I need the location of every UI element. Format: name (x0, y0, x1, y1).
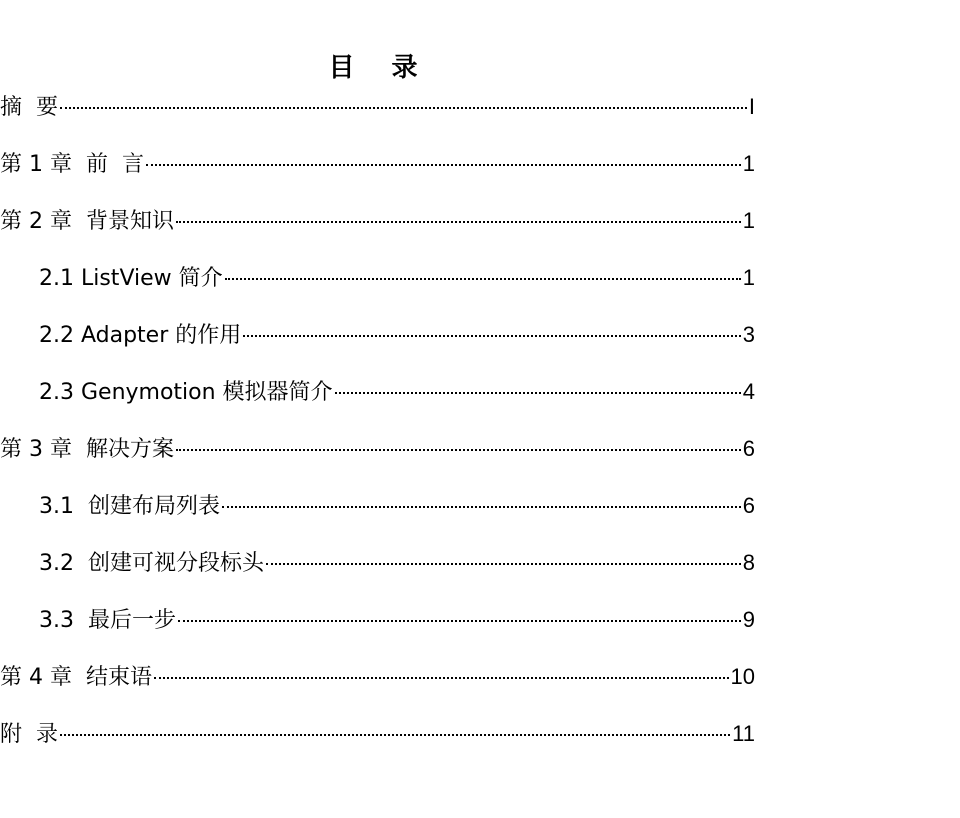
toc-entry-label: 摘 要 (0, 95, 58, 120)
toc-entry-appendix[interactable] (0, 719, 755, 776)
toc-entry-chapter-4[interactable] (0, 662, 755, 719)
toc-entry-page: 8 (742, 550, 755, 575)
toc-entry-page: 1 (742, 208, 755, 233)
toc-entry-label: 附 录 (0, 722, 58, 747)
toc-entry-label: 第 2 章 背景知识 (0, 209, 174, 234)
dot-leader (60, 107, 747, 109)
toc-entry-label: 第 1 章 前 言 (0, 152, 144, 177)
toc-entry-section-2-2[interactable] (0, 320, 755, 377)
toc-entry-label: 3.3 最后一步 (39, 608, 176, 633)
toc-entry-abstract[interactable] (0, 92, 755, 149)
toc-entry-label: 第 4 章 结束语 (0, 665, 152, 690)
toc-entry-page: 9 (742, 607, 755, 632)
toc-entry-label: 2.1 ListView 简介 (39, 266, 223, 291)
dot-leader (243, 335, 740, 337)
toc-entry-section-3-3[interactable] (0, 605, 755, 662)
toc-entry-page: 1 (742, 265, 755, 290)
toc-entry-section-3-1[interactable] (0, 491, 755, 548)
dot-leader (335, 392, 741, 394)
toc-entry-page: 1 (742, 151, 755, 176)
toc-entry-chapter-1[interactable] (0, 149, 755, 206)
dot-leader (60, 734, 730, 736)
toc-entry-page: 10 (730, 664, 755, 689)
table-of-contents (0, 92, 755, 776)
toc-entry-page: 6 (742, 436, 755, 461)
toc-entry-chapter-2[interactable] (0, 206, 755, 263)
toc-entry-label: 3.2 创建可视分段标头 (39, 551, 264, 576)
dot-leader (154, 677, 729, 679)
dot-leader (178, 620, 741, 622)
toc-entry-page: 3 (742, 322, 755, 347)
toc-entry-page: 11 (732, 721, 755, 746)
dot-leader (225, 278, 741, 280)
toc-entry-label: 3.1 创建布局列表 (39, 494, 220, 519)
page-title: 目 录 (328, 53, 432, 84)
dot-leader (176, 221, 741, 223)
dot-leader (176, 449, 741, 451)
dot-leader (222, 506, 741, 508)
toc-entry-section-3-2[interactable] (0, 548, 755, 605)
toc-entry-label: 2.3 Genymotion 模拟器简介 (39, 380, 333, 405)
toc-entry-page: 4 (742, 379, 755, 404)
dot-leader (146, 164, 741, 166)
toc-entry-page: 6 (742, 493, 755, 518)
toc-entry-label: 2.2 Adapter 的作用 (39, 323, 242, 348)
toc-entry-chapter-3[interactable] (0, 434, 755, 491)
toc-entry-section-2-1[interactable] (0, 263, 755, 320)
toc-entry-label: 第 3 章 解决方案 (0, 437, 174, 462)
toc-entry-page: I (748, 94, 755, 119)
dot-leader (266, 563, 741, 565)
toc-entry-section-2-3[interactable] (0, 377, 755, 434)
